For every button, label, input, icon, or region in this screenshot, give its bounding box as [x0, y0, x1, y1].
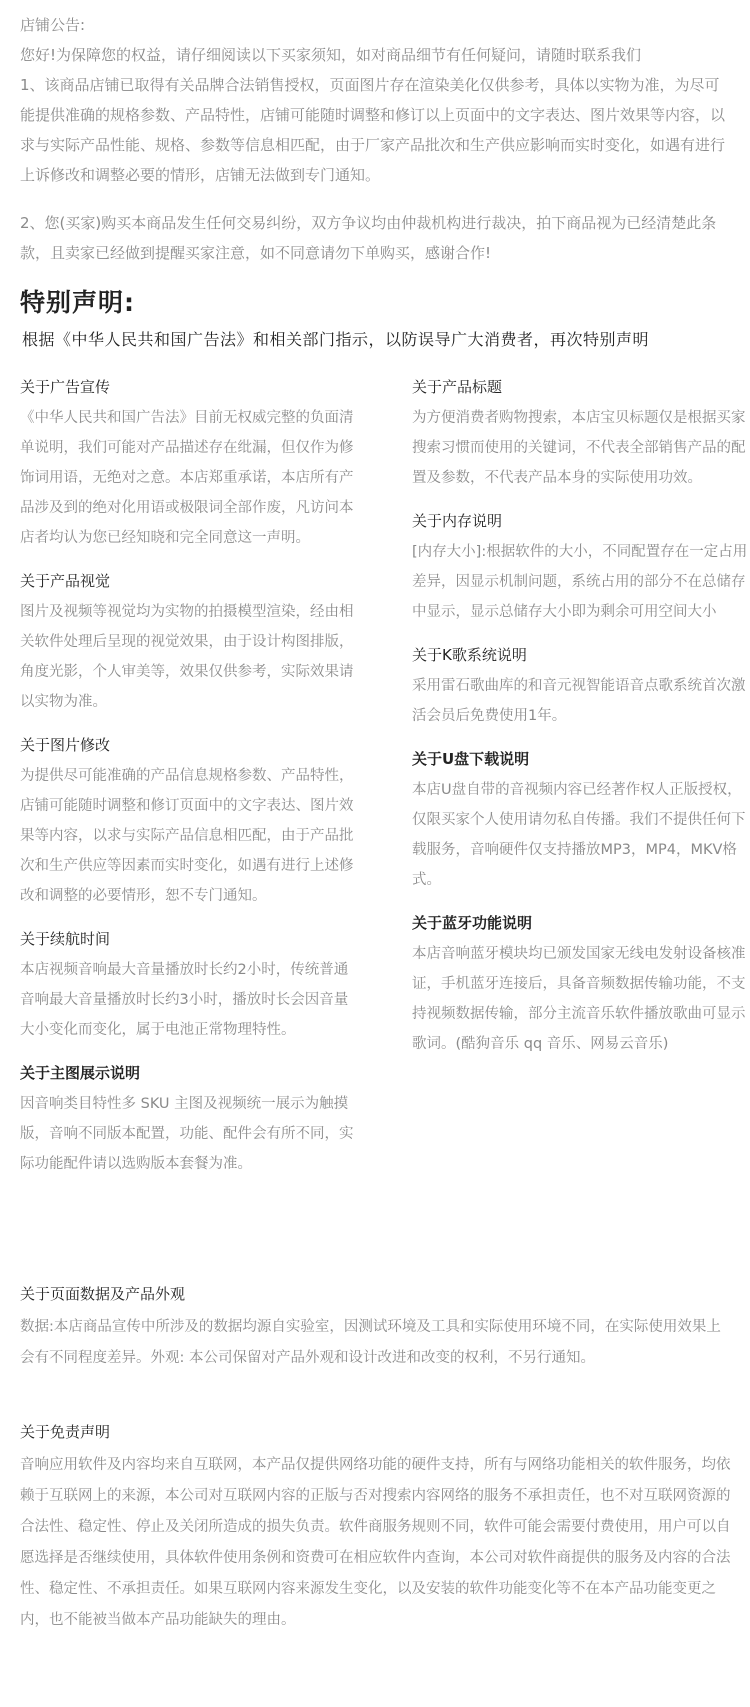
special-statement-title: 特别声明:: [20, 288, 135, 317]
section-memory: [412, 509, 750, 627]
notice-heading: 店铺公告:: [20, 16, 86, 34]
store-notice: [20, 10, 732, 268]
section-title: 关于蓝牙功能说明: [412, 914, 533, 932]
section-text: 为方便消费者购物搜索，本店宝贝标题仅是根据买家搜索习惯而使用的关键词，不代表全部销售产品的配置及参数，不代表产品本身的实际使用功效。: [412, 410, 746, 486]
section-text: 因音响类目特性多 SKU 主图及视频统一展示为触摸版，音响不同版本配置，功能、配件会有所不同，实际功能配件请以选购版本套餐为准。: [20, 1096, 354, 1172]
notice-item-1: 1、该商品店铺已取得有关品牌合法销售授权，页面图片存在渲染美化仅供参考，具体以实物为准，为尽可能提供准确的规格参数、产品特性，店铺可能随时调整和修订以上页面中的文字表达、图片效果等内容，以求与实际产品性能、规格、参数等信息相匹配，由于厂家产品批次和生产供应影响而实时变化，如遇有进行上诉修改和调整必要的情形，店铺无法做到专门通知。: [20, 76, 726, 184]
section-text: 为提供尽可能准确的产品信息规格参数、产品特性，店铺可能随时调整和修订页面中的文字表达、图片效果等内容，以求与实际产品信息相匹配，由于产品批次和生产供应等因素而实时变化，如遇有进行上述修改和调整的必要情形，恕不专门通知。: [20, 768, 354, 904]
section-title: 关于广告宣传: [20, 378, 111, 396]
section-text: 采用雷石歌曲库的和音元视智能语音点歌系统首次激活会员后免费使用1年。: [412, 678, 746, 724]
section-main-image: [20, 1061, 360, 1179]
section-title: 关于免责声明: [20, 1423, 111, 1441]
special-statement-subtitle: 根据《中华人民共和国广告法》和相关部门指示，以防误导广大消费者，再次特别声明: [22, 330, 650, 349]
right-column: [412, 375, 750, 1075]
section-image-modification: [20, 733, 360, 911]
left-column: [20, 375, 360, 1195]
notice-item-2: 2、您(买家)购买本商品发生任何交易纠纷，双方争议均由仲裁机构进行裁决，拍下商品视为已经清楚此条款，且卖家已经做到提醒买家注意，如不同意请勿下单购买，感谢合作!: [20, 214, 717, 262]
section-karaoke: [412, 643, 750, 731]
section-product-title: [412, 375, 750, 493]
section-usb: [412, 747, 750, 895]
section-text: 音响应用软件及内容均来自互联网，本产品仅提供网络功能的硬件支持，所有与网络功能相关的软件服务，均依赖于互联网上的来源，本公司对互联网内容的正版与否对搜索内容网络的服务不承担责任，也不对互联网资源的合法性、稳定性、停止及关闭所造成的损失负责。软件商服务规则不同，软件可能会需要付费使用，用户可以自愿选择是否继续使用，具体软件使用条例和资费可在相应软件内查询，本公司对软件商提供的服务及内容的合法性、稳定性、不承担责任。如果互联网内容来源发生变化，以及安装的软件功能变化等不在本产品功能变更之内，也不能被当做本产品功能缺失的理由。: [20, 1457, 731, 1628]
section-text: 本店音响蓝牙模块均已颁发国家无线电发射设备核准证，手机蓝牙连接后，具备音频数据传输功能，不支持视频数据传输，部分主流音乐软件播放歌曲可显示歌词。(酷狗音乐 qq 音乐、网易云音乐): [412, 946, 746, 1052]
section-battery-life: [20, 927, 360, 1045]
section-page-data-appearance: [20, 1282, 732, 1374]
section-text: 图片及视频等视觉均为实物的拍摄模型渲染，经由相关软件处理后呈现的视觉效果，由于设计构图排版，角度光影，个人审美等，效果仅供参考，实际效果请以实物为准。: [20, 604, 354, 710]
section-text: [内存大小]:根据软件的大小，不同配置存在一定占用差异，因显示机制问题，系统占用的部分不在总储存中显示，显示总储存大小即为剩余可用空间大小: [412, 544, 748, 620]
section-text: 本店视频音响最大音量播放时长约2小时，传统普通音响最大音量播放时长约3小时，播放时长会因音量大小变化而变化，属于电池正常物理特性。: [20, 962, 349, 1038]
section-title: 关于产品标题: [412, 378, 503, 396]
notice-intro: 您好!为保障您的权益，请仔细阅读以下买家须知，如对商品细节有任何疑问，请随时联系我们: [20, 46, 642, 64]
section-bluetooth: [412, 911, 750, 1059]
section-disclaimer: [20, 1420, 732, 1636]
section-title: 关于主图展示说明: [20, 1064, 141, 1082]
section-title: 关于K歌系统说明: [412, 646, 527, 664]
section-title: 关于页面数据及产品外观: [20, 1285, 186, 1303]
section-title: 关于内存说明: [412, 512, 503, 530]
section-title: 关于产品视觉: [20, 572, 111, 590]
section-text: 《中华人民共和国广告法》目前无权威完整的负面清单说明，我们可能对产品描述存在纰漏，但仅作为修饰词用语，无绝对之意。本店郑重承诺，本店所有产品涉及到的绝对化用语或极限词全部作废，凡访问本店者均认为您已经知晓和完全同意这一声明。: [20, 410, 354, 546]
section-text: 本店U盘自带的音视频内容已经著作权人正版授权，仅限买家个人使用请勿私自传播。我们不提供任何下载服务，音响硬件仅支持播放MP3，MP4，MKV格式。: [412, 782, 746, 888]
section-text: 数据:本店商品宣传中所涉及的数据均源自实验室，因测试环境及工具和实际使用环境不同，在实际使用效果上会有不同程度差异。外观: 本公司保留对产品外观和设计改进和改变的权利，不另行通知。: [20, 1319, 721, 1366]
section-advertising: [20, 375, 360, 553]
section-title: 关于U盘下载说明: [412, 750, 530, 768]
section-title: 关于图片修改: [20, 736, 111, 754]
section-title: 关于续航时间: [20, 930, 111, 948]
section-visual: [20, 569, 360, 717]
